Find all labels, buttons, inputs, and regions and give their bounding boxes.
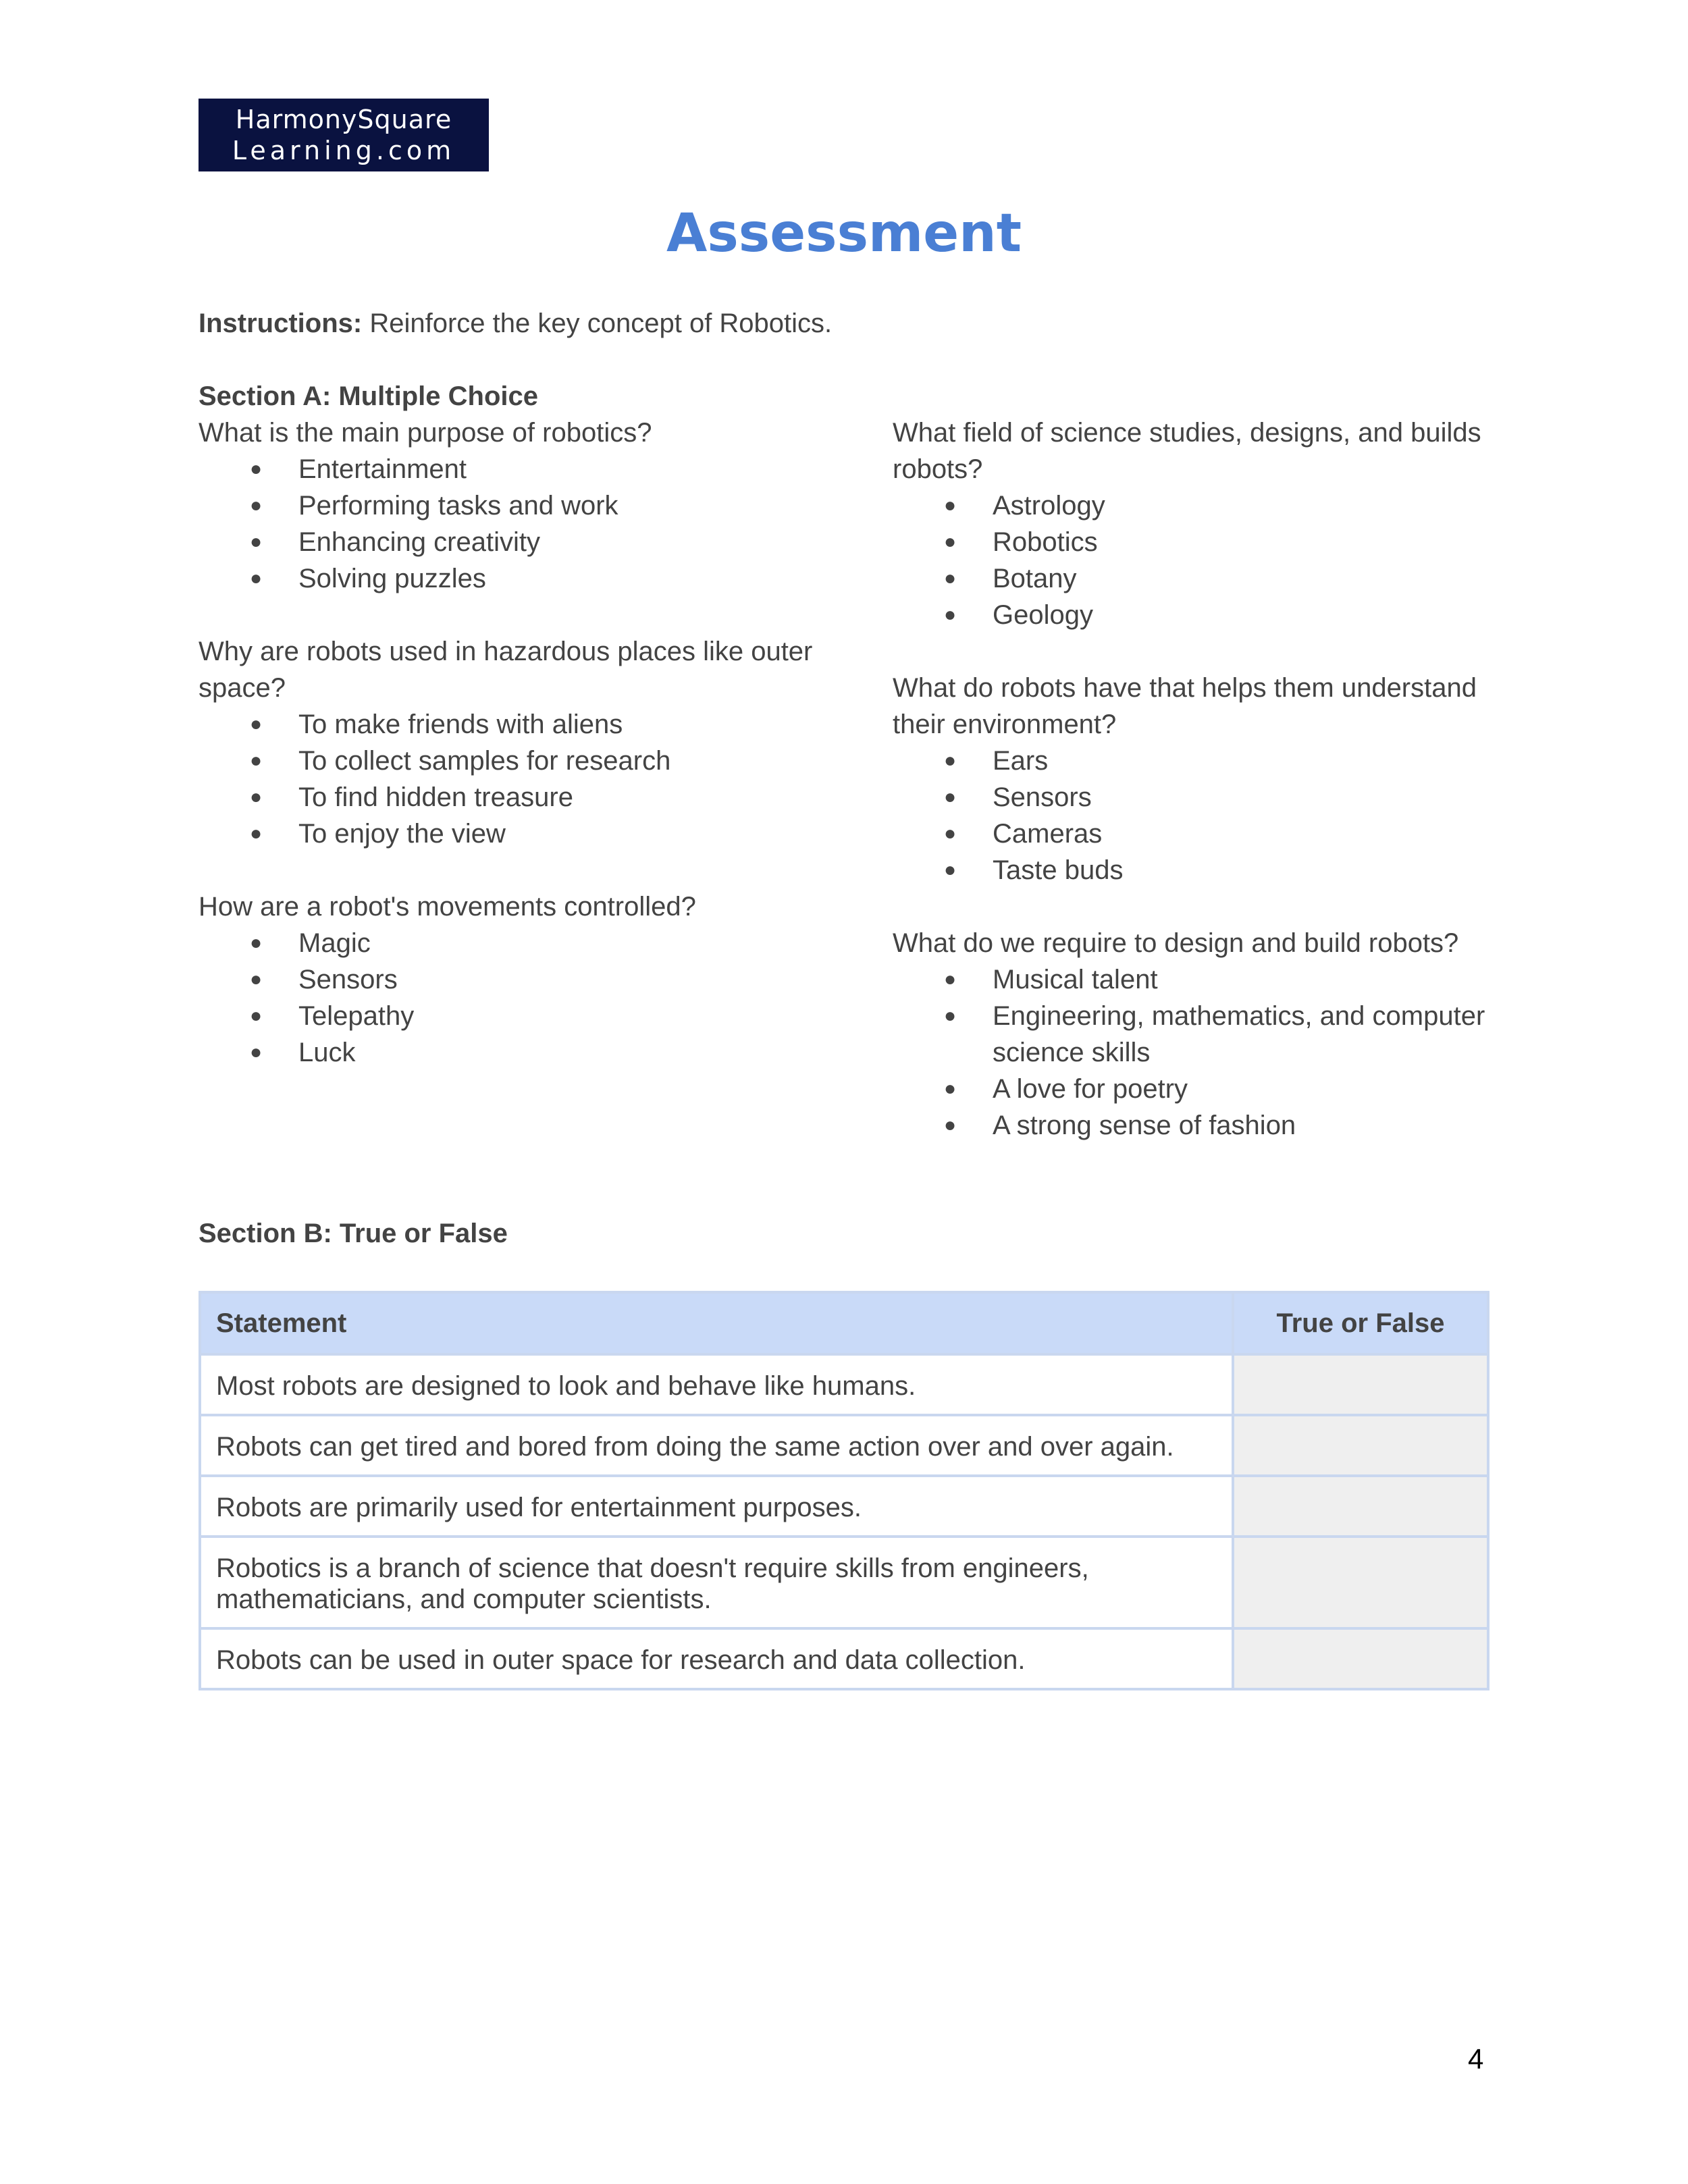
table-row: [200, 1628, 1488, 1689]
option-item: [199, 816, 833, 852]
bullet-icon: ●: [944, 604, 957, 626]
option-text: Musical talent: [993, 965, 1158, 994]
option-item: [199, 743, 833, 779]
question-block: [893, 415, 1527, 633]
statement-cell: Most robots are designed to look and behave like humans.: [200, 1354, 1233, 1415]
statement-header: Statement: [200, 1292, 1233, 1354]
bullet-icon: ●: [250, 567, 263, 589]
option-text: A strong sense of fashion: [993, 1111, 1296, 1140]
option-text: Sensors: [993, 782, 1092, 812]
question-block: [893, 925, 1527, 1144]
option-item: [199, 925, 833, 961]
option-text: Solving puzzles: [298, 564, 486, 593]
instructions-label: Instructions:: [199, 309, 363, 338]
question-text: What do we require to design and build robots?: [893, 928, 1459, 958]
bullet-icon: ●: [944, 859, 957, 881]
option-text: Ears: [993, 746, 1049, 776]
option-text: Robotics: [993, 527, 1098, 557]
statement-cell: Robots can get tired and bored from doing the same action over and over again.: [200, 1415, 1233, 1476]
true-false-header: True or False: [1233, 1292, 1488, 1354]
option-list: [199, 451, 833, 597]
logo-line-2: Learning.com: [232, 136, 456, 165]
answer-cell[interactable]: [1233, 1476, 1488, 1537]
instructions-text: Reinforce the key concept of Robotics.: [362, 309, 833, 338]
option-item: [893, 487, 1527, 524]
question-block: [199, 888, 833, 1071]
bullet-icon: ●: [250, 932, 263, 954]
question-block: [893, 670, 1527, 888]
option-text: Magic: [298, 928, 371, 958]
table-row: [200, 1415, 1488, 1476]
option-text: A love for poetry: [993, 1074, 1188, 1104]
bullet-icon: ●: [944, 494, 957, 516]
option-text: Performing tasks and work: [298, 491, 618, 521]
section-b-title: Section B: True or False: [199, 1219, 508, 1248]
question-block: [199, 415, 833, 597]
table-header-row: [200, 1292, 1488, 1354]
table-row: [200, 1476, 1488, 1537]
option-text: Telepathy: [298, 1001, 415, 1031]
answer-cell[interactable]: [1233, 1537, 1488, 1628]
bullet-icon: ●: [250, 713, 263, 735]
option-list: [199, 925, 833, 1071]
bullet-icon: ●: [250, 968, 263, 990]
bullet-icon: ●: [250, 786, 263, 808]
bullet-icon: ●: [250, 494, 263, 516]
question-block: [199, 633, 833, 852]
option-list: [893, 487, 1527, 633]
option-text: To find hidden treasure: [298, 782, 573, 812]
option-item: [893, 852, 1527, 888]
answer-cell[interactable]: [1233, 1628, 1488, 1689]
option-text: Cameras: [993, 819, 1103, 849]
option-item: [199, 961, 833, 998]
bullet-icon: ●: [944, 1077, 957, 1100]
statement-cell: Robots can be used in outer space for research and data collection.: [200, 1628, 1233, 1689]
question-text: How are a robot's movements controlled?: [199, 892, 696, 922]
option-item: [199, 487, 833, 524]
logo-line-1: HarmonySquare: [235, 105, 452, 134]
bullet-icon: ●: [944, 749, 957, 772]
statement-cell: Robotics is a branch of science that doesn't require skills from engineers, mathematicians, and computer scientists.: [200, 1537, 1233, 1628]
option-text: To make friends with aliens: [298, 710, 623, 739]
bullet-icon: ●: [944, 968, 957, 990]
option-list: [199, 706, 833, 852]
option-list: [893, 961, 1527, 1144]
bullet-icon: ●: [944, 1005, 957, 1027]
option-item: [893, 560, 1527, 597]
table-row: [200, 1354, 1488, 1415]
option-item: [893, 1071, 1527, 1107]
option-text: Sensors: [298, 965, 398, 994]
option-item: [199, 451, 833, 487]
option-list: [893, 743, 1527, 888]
instructions: [199, 305, 832, 342]
bullet-icon: ●: [250, 1041, 263, 1063]
option-item: [199, 706, 833, 743]
answer-cell[interactable]: [1233, 1354, 1488, 1415]
option-text: Entertainment: [298, 454, 467, 484]
answer-cell[interactable]: [1233, 1415, 1488, 1476]
option-item: [199, 560, 833, 597]
option-text: To collect samples for research: [298, 746, 671, 776]
option-text: Enhancing creativity: [298, 527, 540, 557]
option-item: [199, 779, 833, 816]
page-number: 4: [1468, 2043, 1484, 2075]
logo: [199, 99, 489, 171]
question-text: What do robots have that helps them understand their environment?: [893, 673, 1477, 739]
option-item: [199, 1034, 833, 1071]
statement-cell: Robots are primarily used for entertainment purposes.: [200, 1476, 1233, 1537]
option-text: To enjoy the view: [298, 819, 506, 849]
bullet-icon: ●: [250, 749, 263, 772]
option-item: [893, 779, 1527, 816]
bullet-icon: ●: [250, 1005, 263, 1027]
option-text: Taste buds: [993, 855, 1124, 885]
question-text: Why are robots used in hazardous places like outer space?: [199, 637, 813, 703]
option-item: [893, 524, 1527, 560]
true-false-table: [199, 1291, 1489, 1690]
bullet-icon: ●: [944, 786, 957, 808]
option-text: Astrology: [993, 491, 1105, 521]
bullet-icon: ●: [944, 822, 957, 845]
option-text: Luck: [298, 1038, 356, 1067]
option-text: Geology: [993, 600, 1093, 630]
bullet-icon: ●: [944, 531, 957, 553]
bullet-icon: ●: [250, 531, 263, 553]
option-item: [199, 998, 833, 1034]
section-a-title: Section A: Multiple Choice: [199, 381, 538, 411]
section-a-left-column: [199, 415, 833, 1107]
option-item: [893, 597, 1527, 633]
option-item: [893, 1107, 1527, 1144]
bullet-icon: ●: [250, 458, 263, 480]
bullet-icon: ●: [944, 1114, 957, 1136]
bullet-icon: ●: [944, 567, 957, 589]
option-text: Engineering, mathematics, and computer science skills: [993, 1001, 1485, 1067]
section-a-right-column: [893, 415, 1527, 1180]
bullet-icon: ●: [250, 822, 263, 845]
option-item: [893, 961, 1527, 998]
option-item: [893, 998, 1527, 1071]
page-title: Assessment: [666, 203, 1022, 264]
option-text: Botany: [993, 564, 1077, 593]
option-item: [199, 524, 833, 560]
option-item: [893, 743, 1527, 779]
question-text: What field of science studies, designs, and builds robots?: [893, 418, 1481, 484]
table-row: [200, 1537, 1488, 1628]
option-item: [893, 816, 1527, 852]
question-text: What is the main purpose of robotics?: [199, 418, 652, 448]
